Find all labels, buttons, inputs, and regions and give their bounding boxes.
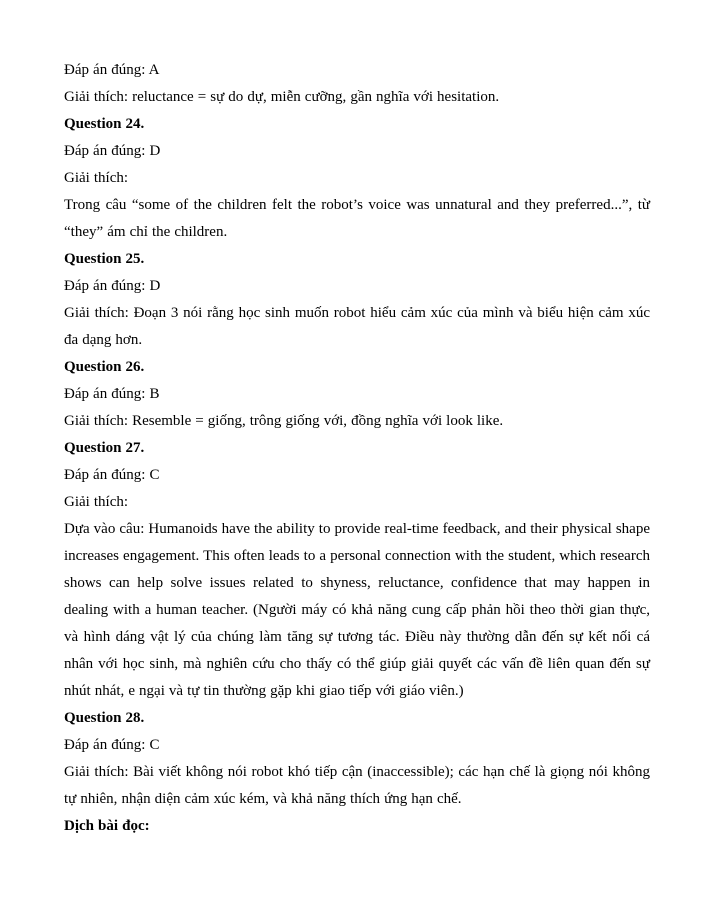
section-heading: Question 27. — [64, 440, 145, 456]
paragraph: Giải thích: Bài viết không nói robot khó tiếp cận (inaccessible); các hạn chế là giọng nói không tự nhiên, nhận diện cảm xúc kém, và khả năng thích ứng hạn chế. — [64, 764, 650, 807]
paragraph: Giải thích: — [64, 170, 129, 186]
section-heading: Question 25. — [64, 251, 145, 267]
paragraph: Đáp án đúng: D — [64, 143, 161, 159]
paragraph: Trong câu “some of the children felt the robot’s voice was unnatural and they preferred...”, từ “they” ám chỉ the children. — [64, 197, 650, 240]
section-heading: Question 24. — [64, 116, 145, 132]
paragraph: Dựa vào câu: Humanoids have the ability to provide real-time feedback, and their physical shape increases engagement. This often leads to a personal connection with the student, which research shows can help solve issues related to shyness, reluctance, confidence that may happen in dealing with a human teacher. (Người máy có khả năng cung cấp phản hồi theo thời gian thực, và hình dáng vật lý của chúng làm tăng sự tương tác. Điều này thường dẫn đến sự kết nối cá nhân với học sinh, mà nghiên cứu cho thấy có thể giúp giải quyết các vấn đề liên quan đến sự nhút nhát, e ngại và tự tin thường gặp khi giao tiếp với giáo viên.) — [64, 521, 650, 699]
document-content — [64, 57, 650, 840]
paragraph: Đáp án đúng: A — [64, 62, 160, 78]
paragraph: Giải thích: reluctance = sự do dự, miễn cưỡng, gần nghĩa với hesitation. — [64, 89, 500, 105]
section-heading: Dịch bài đọc: — [64, 818, 150, 834]
paragraph: Đáp án đúng: C — [64, 467, 160, 483]
paragraph: Giải thích: Đoạn 3 nói rằng học sinh muốn robot hiểu cảm xúc của mình và biểu hiện cảm xúc đa dạng hơn. — [64, 305, 650, 348]
paragraph: Đáp án đúng: D — [64, 278, 161, 294]
paragraph: Giải thích: Resemble = giống, trông giống với, đồng nghĩa với look like. — [64, 413, 504, 429]
paragraph: Đáp án đúng: C — [64, 737, 160, 753]
section-heading: Question 26. — [64, 359, 145, 375]
section-heading: Question 28. — [64, 710, 145, 726]
paragraph: Đáp án đúng: B — [64, 386, 160, 402]
paragraph: Giải thích: — [64, 494, 129, 510]
